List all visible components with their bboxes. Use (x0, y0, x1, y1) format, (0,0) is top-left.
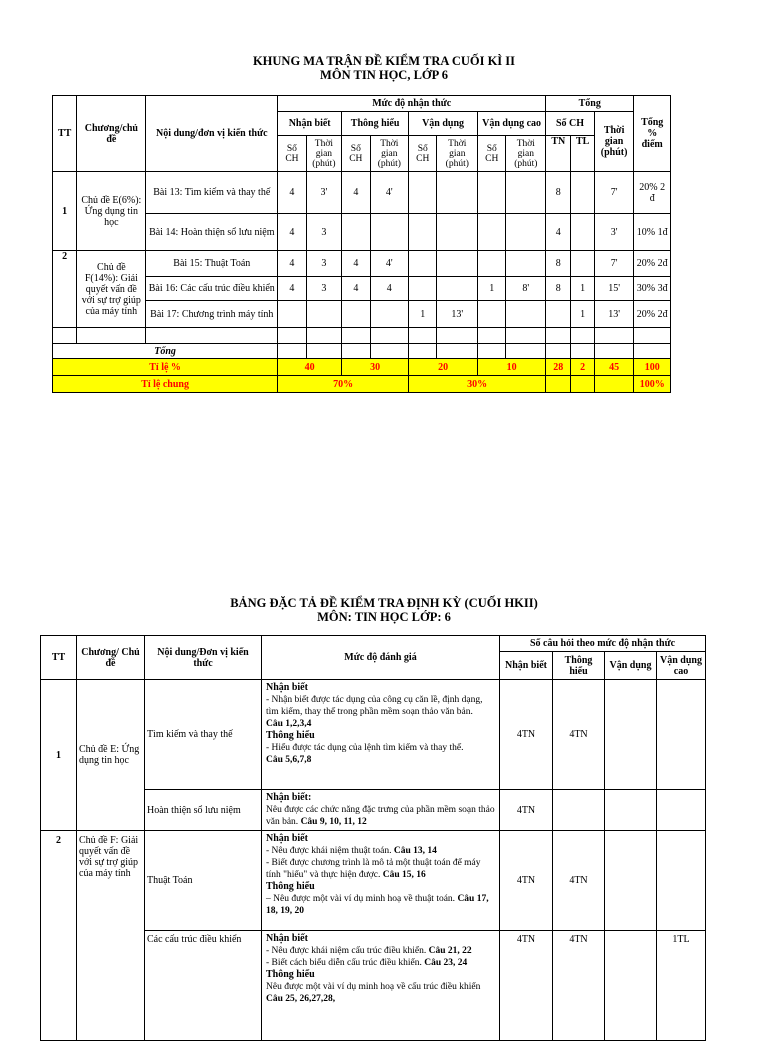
level-heading: Nhận biết (266, 833, 308, 844)
header-question-count: Số CH (546, 112, 595, 136)
count-apply (605, 831, 657, 931)
cell (409, 214, 437, 251)
cell (546, 301, 571, 328)
sub-time: Thời gian (phút) (437, 136, 478, 172)
cell: 3' (306, 172, 342, 214)
header-recognize: Nhận biết (278, 112, 342, 136)
cell: 4 (278, 277, 306, 301)
ratio-tn: 28 (546, 359, 571, 376)
cell: 3 (306, 277, 342, 301)
cell (278, 301, 306, 328)
count-apply (605, 790, 657, 831)
overall-ratio-a: 70% (278, 376, 409, 393)
cell: 15' (594, 277, 634, 301)
ratio-recognize: 40 (278, 359, 342, 376)
cell (506, 301, 546, 328)
matrix-title: KHUNG MA TRẬN ĐỀ KIỂM TRA CUỐI KÌ II (252, 54, 516, 68)
cell (370, 301, 409, 328)
total-label: Tổng (53, 344, 278, 359)
sub-count: Số CH (478, 136, 506, 172)
spec-row-description (262, 790, 500, 831)
question-ref: Câu 9, 10, 11, 12 (300, 817, 367, 827)
cell (506, 214, 546, 251)
cell (571, 214, 594, 251)
spec-header-chapter: Chương/ Chủ đề (77, 636, 145, 680)
cell: 4 (278, 251, 306, 277)
cell (437, 277, 478, 301)
spec-row-description (262, 831, 500, 931)
cell: 20% 2 đ (634, 172, 671, 214)
spec-row-content: Các cấu trúc điều khiển (145, 931, 262, 1041)
count-understand (553, 790, 605, 831)
cell (478, 301, 506, 328)
spec-row-content: Tìm kiếm và thay thế (145, 680, 262, 790)
header-cognitive-level: Mức độ nhận thức (278, 96, 546, 112)
ratio-label: Tỉ lệ % (53, 359, 278, 376)
row-chapter: Chủ đề F(14%): Giải quyết vấn đề với sự trợ giúp của máy tính (77, 251, 146, 328)
question-ref: Câu 25, 26,27,28, (266, 994, 336, 1004)
criterion-text: – Nêu được một vài ví dụ minh hoạ về thuật toán. (266, 894, 456, 904)
header-chapter: Chương/chủ đề (77, 96, 146, 172)
sub-tl: TL (571, 136, 594, 172)
cell: 20% 2đ (634, 301, 671, 328)
sub-time: Thời gian (phút) (506, 136, 546, 172)
header-apply-high: Vận dụng cao (478, 112, 546, 136)
cell: 4 (278, 214, 306, 251)
matrix-subtitle: MÔN TIN HỌC, LỚP 6 (320, 68, 448, 82)
level-heading: Thông hiểu (266, 969, 315, 980)
criterion-text: - Nêu được khái niệm cấu trúc điều khiển. (266, 946, 427, 956)
cell (478, 251, 506, 277)
row-tt: 2 (53, 251, 77, 328)
question-ref: Câu 5,6,7,8 (266, 755, 312, 765)
table-row (53, 214, 671, 251)
spec-subtitle: MÔN: TIN HỌC LỚP: 6 (317, 610, 451, 624)
sub-count: Số CH (278, 136, 306, 172)
header-understand: Thông hiểu (342, 112, 409, 136)
count-apply-high: 1TL (657, 931, 706, 1041)
criterion-text: - Nhận biết được tác dụng của công cụ căn lề, định dạng, tìm kiếm, thay thế trong phần mềm soạn thảo văn bản. (266, 695, 483, 717)
spec-title: BẢNG ĐẶC TẢ ĐỀ KIỂM TRA ĐỊNH KỲ (CUỐI HKII) (230, 596, 538, 610)
sub-count: Số CH (342, 136, 370, 172)
row-content: Bài 15: Thuật Toán (146, 251, 278, 277)
ratio-row (53, 359, 671, 376)
ratio-apply: 20 (409, 359, 478, 376)
count-apply (605, 680, 657, 790)
row-chapter: Chủ đề E(6%): Ứng dụng tin học (77, 172, 146, 251)
cell (342, 214, 370, 251)
cell: 1 (571, 301, 594, 328)
overall-ratio-label: Tỉ lệ chung (53, 376, 278, 393)
spec-header-tt: TT (41, 636, 77, 680)
table-row (41, 680, 706, 790)
table-row (53, 277, 671, 301)
spec-row-chapter: Chủ đề F: Giải quyết vấn đề với sự trợ giúp của máy tính (77, 831, 145, 1041)
spec-header-understand: Thông hiểu (553, 652, 605, 680)
cell (478, 172, 506, 214)
cell: 3 (306, 214, 342, 251)
header-content: Nội dung/đơn vị kiến thức (146, 96, 278, 172)
sub-tn: TN (546, 136, 571, 172)
criterion-text: Nêu được một vài ví dụ minh hoạ về cấu trúc điều khiển (266, 982, 481, 992)
overall-ratio-b: 30% (409, 376, 546, 393)
cell: 10% 1đ (634, 214, 671, 251)
cell (478, 214, 506, 251)
cell (571, 251, 594, 277)
ratio-time: 45 (594, 359, 634, 376)
spec-table (40, 635, 706, 1041)
matrix-table (52, 95, 671, 393)
cell (306, 301, 342, 328)
table-row (41, 831, 706, 931)
cell: 3 (306, 251, 342, 277)
cell: 8 (546, 277, 571, 301)
spec-header-question-count: Số câu hỏi theo mức độ nhận thức (500, 636, 706, 652)
criterion-text: - Biết cách biểu diễn cấu trúc điều khiển. (266, 958, 422, 968)
cell (506, 251, 546, 277)
cell: 4' (370, 172, 409, 214)
cell: 1 (409, 301, 437, 328)
cell: 7' (594, 251, 634, 277)
cell (409, 277, 437, 301)
cell: 1 (478, 277, 506, 301)
cell: 7' (594, 172, 634, 214)
count-understand: 4TN (553, 680, 605, 790)
ratio-apply-high: 10 (478, 359, 546, 376)
spec-row-tt: 1 (41, 680, 77, 831)
row-content: Bài 13: Tìm kiếm và thay thế (146, 172, 278, 214)
sub-count: Số CH (409, 136, 437, 172)
count-understand: 4TN (553, 831, 605, 931)
cell (370, 214, 409, 251)
spec-row-description (262, 931, 500, 1041)
row-content: Bài 17: Chương trình máy tính (146, 301, 278, 328)
table-row (53, 172, 671, 214)
spec-row-content: Hoàn thiện sổ lưu niệm (145, 790, 262, 831)
criterion-text: - Biết được chương trình là mô tả một thuật toán để máy tính "hiểu" và thực hiện được. (266, 858, 481, 880)
row-content: Bài 16: Các cấu trúc điều khiển (146, 277, 278, 301)
ratio-tl: 2 (571, 359, 594, 376)
spec-row-description (262, 680, 500, 790)
cell: 4 (342, 251, 370, 277)
level-heading: Nhận biết: (266, 792, 312, 803)
criterion-text: - Nêu được khái niệm thuật toán. (266, 846, 392, 856)
question-ref: Câu 1,2,3,4 (266, 719, 312, 729)
count-recognize: 4TN (500, 790, 553, 831)
count-understand: 4TN (553, 931, 605, 1041)
spec-row-content: Thuật Toán (145, 831, 262, 931)
spec-header-assessment: Mức độ đánh giá (262, 636, 500, 680)
cell (437, 251, 478, 277)
level-heading: Nhận biết (266, 933, 308, 944)
spec-header-recognize: Nhận biết (500, 652, 553, 680)
count-recognize: 4TN (500, 931, 553, 1041)
cell (437, 214, 478, 251)
header-apply: Vận dụng (409, 112, 478, 136)
level-heading: Thông hiểu (266, 730, 315, 741)
ratio-score: 100 (634, 359, 671, 376)
cell: 4 (342, 277, 370, 301)
spec-header-apply-high: Vận dụng cao (657, 652, 706, 680)
table-row (53, 251, 671, 277)
count-apply-high (657, 831, 706, 931)
header-total-score: Tổng % điểm (634, 96, 671, 172)
sub-time: Thời gian (phút) (306, 136, 342, 172)
spec-row-tt: 2 (41, 831, 77, 1041)
header-total: Tổng (546, 96, 634, 112)
cell (409, 251, 437, 277)
cell: 4' (370, 251, 409, 277)
question-ref: Câu 13, 14 (393, 846, 437, 856)
header-tt: TT (53, 96, 77, 172)
cell: 8 (546, 251, 571, 277)
count-recognize: 4TN (500, 831, 553, 931)
question-ref: Câu 15, 16 (382, 870, 426, 880)
question-ref: Câu 23, 24 (424, 958, 468, 968)
cell (437, 172, 478, 214)
cell: 1 (571, 277, 594, 301)
cell: 4 (370, 277, 409, 301)
sub-time: Thời gian (phút) (370, 136, 409, 172)
table-row (53, 301, 671, 328)
question-ref: Câu 17, 18, 19, 20 (266, 894, 489, 916)
count-apply (605, 931, 657, 1041)
cell (342, 301, 370, 328)
criterion-text: Nêu được các chức năng đặc trưng của phần mềm soạn thảo văn bản. (266, 805, 495, 827)
total-row (53, 344, 671, 359)
cell (506, 172, 546, 214)
row-content: Bài 14: Hoàn thiện sổ lưu niệm (146, 214, 278, 251)
cell: 8' (506, 277, 546, 301)
count-apply-high (657, 790, 706, 831)
overall-ratio-score: 100% (634, 376, 671, 393)
header-time: Thời gian (phút) (594, 112, 634, 172)
row-tt: 1 (53, 172, 77, 251)
table-row (53, 328, 671, 344)
cell: 20% 2đ (634, 251, 671, 277)
spec-row-chapter: Chủ đề E: Ứng dụng tin học (77, 680, 145, 831)
cell: 13' (594, 301, 634, 328)
criterion-text: - Hiểu được tác dụng của lệnh tìm kiếm và thay thế. (266, 743, 464, 753)
level-heading: Nhận biết (266, 682, 308, 693)
cell: 30% 3đ (634, 277, 671, 301)
cell (409, 172, 437, 214)
cell: 3' (594, 214, 634, 251)
count-recognize: 4TN (500, 680, 553, 790)
overall-ratio-row (53, 376, 671, 393)
cell: 4 (342, 172, 370, 214)
cell: 8 (546, 172, 571, 214)
spec-header-apply: Vận dụng (605, 652, 657, 680)
cell: 13' (437, 301, 478, 328)
question-ref: Câu 21, 22 (428, 946, 472, 956)
spec-header-content: Nội dung/Đơn vị kiến thức (145, 636, 262, 680)
cell: 4 (546, 214, 571, 251)
cell: 4 (278, 172, 306, 214)
level-heading: Thông hiểu (266, 881, 315, 892)
ratio-understand: 30 (342, 359, 409, 376)
count-apply-high (657, 680, 706, 790)
cell (571, 172, 594, 214)
